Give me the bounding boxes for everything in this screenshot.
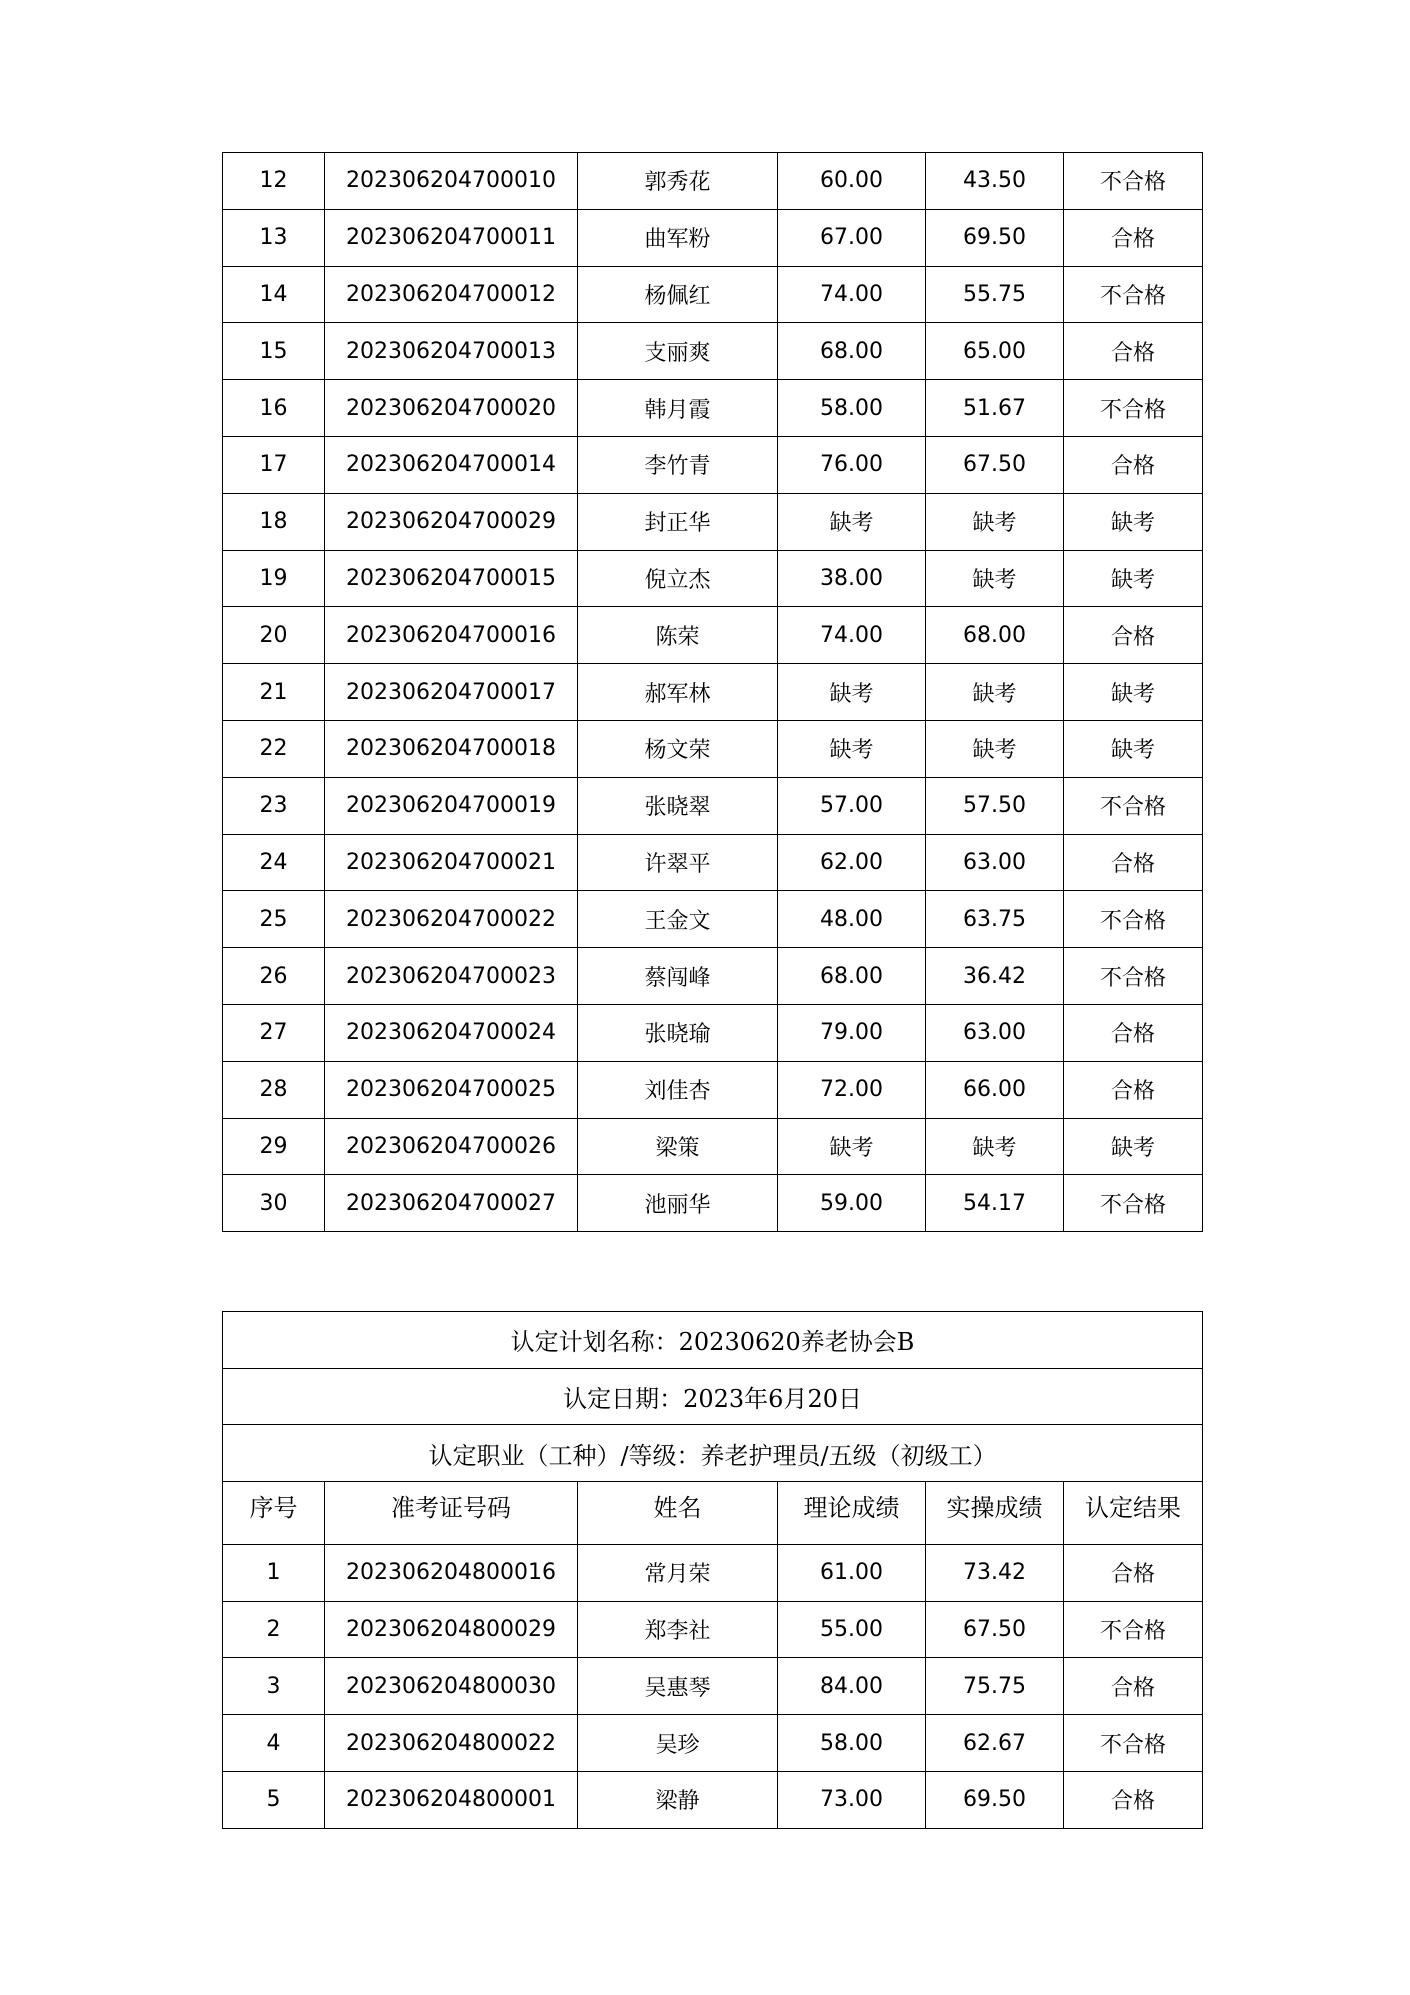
cell-name: 张晓翠 bbox=[578, 777, 778, 834]
table-row bbox=[223, 380, 1203, 437]
cell-index: 18 bbox=[223, 493, 325, 550]
table-row bbox=[223, 720, 1203, 777]
cell-ticket-number: 202306204700023 bbox=[325, 948, 578, 1005]
cell-name: 张晓瑜 bbox=[578, 1004, 778, 1061]
cell-ticket-number: 202306204800022 bbox=[325, 1715, 578, 1772]
cell-theory-score: 68.00 bbox=[778, 948, 926, 1005]
cell-name: 李竹青 bbox=[578, 436, 778, 493]
cell-index: 30 bbox=[223, 1175, 325, 1232]
plan-name-row bbox=[223, 1312, 1203, 1369]
cell-index: 21 bbox=[223, 664, 325, 721]
cell-practical-score: 缺考 bbox=[926, 720, 1064, 777]
date-row bbox=[223, 1368, 1203, 1425]
cell-result: 不合格 bbox=[1064, 891, 1203, 948]
table-row bbox=[223, 777, 1203, 834]
cell-index: 19 bbox=[223, 550, 325, 607]
cell-name: 杨佩红 bbox=[578, 266, 778, 323]
cell-name: 郝军林 bbox=[578, 664, 778, 721]
cell-theory-score: 57.00 bbox=[778, 777, 926, 834]
cell-name: 郭秀花 bbox=[578, 153, 778, 210]
cell-practical-score: 63.00 bbox=[926, 1004, 1064, 1061]
cell-theory-score: 68.00 bbox=[778, 323, 926, 380]
cell-index: 17 bbox=[223, 436, 325, 493]
cell-ticket-number: 202306204700022 bbox=[325, 891, 578, 948]
table-row bbox=[223, 153, 1203, 210]
cell-practical-score: 69.50 bbox=[926, 209, 1064, 266]
table-row bbox=[223, 1544, 1203, 1601]
cell-index: 16 bbox=[223, 380, 325, 437]
table-row bbox=[223, 493, 1203, 550]
cell-index: 27 bbox=[223, 1004, 325, 1061]
cell-practical-score: 63.75 bbox=[926, 891, 1064, 948]
cell-result: 合格 bbox=[1064, 323, 1203, 380]
table-row bbox=[223, 1601, 1203, 1658]
results-table-continued-body bbox=[223, 153, 1203, 1232]
cell-practical-score: 57.50 bbox=[926, 777, 1064, 834]
cell-name: 韩月霞 bbox=[578, 380, 778, 437]
table-row bbox=[223, 1658, 1203, 1715]
cell-theory-score: 73.00 bbox=[778, 1771, 926, 1828]
cell-practical-score: 73.42 bbox=[926, 1544, 1064, 1601]
cell-theory-score: 55.00 bbox=[778, 1601, 926, 1658]
cell-name: 吴惠琴 bbox=[578, 1658, 778, 1715]
cell-ticket-number: 202306204700029 bbox=[325, 493, 578, 550]
cell-theory-score: 72.00 bbox=[778, 1061, 926, 1118]
cell-ticket-number: 202306204700021 bbox=[325, 834, 578, 891]
cell-result: 缺考 bbox=[1064, 493, 1203, 550]
table-row bbox=[223, 1175, 1203, 1232]
cell-index: 13 bbox=[223, 209, 325, 266]
cell-index: 12 bbox=[223, 153, 325, 210]
table-row bbox=[223, 1061, 1203, 1118]
table-row bbox=[223, 266, 1203, 323]
cell-practical-score: 63.00 bbox=[926, 834, 1064, 891]
results-table-b bbox=[222, 1311, 1203, 1829]
cell-result: 不合格 bbox=[1064, 1715, 1203, 1772]
cell-index: 28 bbox=[223, 1061, 325, 1118]
cell-name: 杨文荣 bbox=[578, 720, 778, 777]
cell-result: 缺考 bbox=[1064, 1118, 1203, 1175]
cell-result: 合格 bbox=[1064, 1544, 1203, 1601]
cell-result: 合格 bbox=[1064, 1061, 1203, 1118]
cell-practical-score: 缺考 bbox=[926, 664, 1064, 721]
cell-practical-score: 66.00 bbox=[926, 1061, 1064, 1118]
cell-practical-score: 62.67 bbox=[926, 1715, 1064, 1772]
cell-practical-score: 67.50 bbox=[926, 1601, 1064, 1658]
cell-practical-score: 68.00 bbox=[926, 607, 1064, 664]
cell-name: 倪立杰 bbox=[578, 550, 778, 607]
cell-result: 不合格 bbox=[1064, 153, 1203, 210]
header-ticket-number: 准考证号码 bbox=[325, 1482, 578, 1545]
table-header-row bbox=[223, 1482, 1203, 1545]
cell-index: 29 bbox=[223, 1118, 325, 1175]
table-row bbox=[223, 436, 1203, 493]
header-result: 认定结果 bbox=[1064, 1482, 1203, 1545]
cell-index: 22 bbox=[223, 720, 325, 777]
cell-name: 蔡闯峰 bbox=[578, 948, 778, 1005]
table-row bbox=[223, 550, 1203, 607]
cell-ticket-number: 202306204700014 bbox=[325, 436, 578, 493]
occupation-level: 认定职业（工种）/等级：养老护理员/五级（初级工） bbox=[223, 1425, 1203, 1482]
cell-name: 许翠平 bbox=[578, 834, 778, 891]
cell-theory-score: 62.00 bbox=[778, 834, 926, 891]
table-row bbox=[223, 1004, 1203, 1061]
cell-ticket-number: 202306204800030 bbox=[325, 1658, 578, 1715]
cell-practical-score: 65.00 bbox=[926, 323, 1064, 380]
header-theory-score: 理论成绩 bbox=[778, 1482, 926, 1545]
cell-result: 不合格 bbox=[1064, 380, 1203, 437]
cell-index: 1 bbox=[223, 1544, 325, 1601]
cell-theory-score: 74.00 bbox=[778, 266, 926, 323]
cell-name: 支丽爽 bbox=[578, 323, 778, 380]
cell-practical-score: 55.75 bbox=[926, 266, 1064, 323]
cell-index: 14 bbox=[223, 266, 325, 323]
header-index: 序号 bbox=[223, 1482, 325, 1545]
cell-index: 26 bbox=[223, 948, 325, 1005]
cell-result: 合格 bbox=[1064, 209, 1203, 266]
cell-practical-score: 缺考 bbox=[926, 493, 1064, 550]
table-row bbox=[223, 209, 1203, 266]
cell-index: 5 bbox=[223, 1771, 325, 1828]
cell-ticket-number: 202306204700020 bbox=[325, 380, 578, 437]
cell-theory-score: 48.00 bbox=[778, 891, 926, 948]
cell-theory-score: 缺考 bbox=[778, 720, 926, 777]
cell-result: 不合格 bbox=[1064, 777, 1203, 834]
cell-ticket-number: 202306204700024 bbox=[325, 1004, 578, 1061]
cell-theory-score: 缺考 bbox=[778, 493, 926, 550]
cell-practical-score: 43.50 bbox=[926, 153, 1064, 210]
cell-practical-score: 54.17 bbox=[926, 1175, 1064, 1232]
cell-ticket-number: 202306204800001 bbox=[325, 1771, 578, 1828]
cell-theory-score: 67.00 bbox=[778, 209, 926, 266]
cell-practical-score: 36.42 bbox=[926, 948, 1064, 1005]
cell-theory-score: 38.00 bbox=[778, 550, 926, 607]
cell-name: 吴珍 bbox=[578, 1715, 778, 1772]
table-row bbox=[223, 891, 1203, 948]
cell-practical-score: 缺考 bbox=[926, 550, 1064, 607]
cell-ticket-number: 202306204700018 bbox=[325, 720, 578, 777]
cell-result: 缺考 bbox=[1064, 550, 1203, 607]
cell-name: 梁静 bbox=[578, 1771, 778, 1828]
cell-theory-score: 79.00 bbox=[778, 1004, 926, 1061]
cell-index: 24 bbox=[223, 834, 325, 891]
cell-name: 常月荣 bbox=[578, 1544, 778, 1601]
cell-theory-score: 缺考 bbox=[778, 1118, 926, 1175]
cell-result: 不合格 bbox=[1064, 266, 1203, 323]
cell-result: 缺考 bbox=[1064, 664, 1203, 721]
cell-result: 合格 bbox=[1064, 436, 1203, 493]
cell-result: 合格 bbox=[1064, 834, 1203, 891]
table-row bbox=[223, 323, 1203, 380]
cell-theory-score: 76.00 bbox=[778, 436, 926, 493]
cell-ticket-number: 202306204700027 bbox=[325, 1175, 578, 1232]
exam-date: 认定日期：2023年6月20日 bbox=[223, 1368, 1203, 1425]
cell-name: 封正华 bbox=[578, 493, 778, 550]
cell-index: 4 bbox=[223, 1715, 325, 1772]
cell-name: 郑李社 bbox=[578, 1601, 778, 1658]
cell-theory-score: 60.00 bbox=[778, 153, 926, 210]
cell-ticket-number: 202306204800029 bbox=[325, 1601, 578, 1658]
cell-result: 缺考 bbox=[1064, 720, 1203, 777]
results-table-b-body bbox=[223, 1544, 1203, 1828]
table-row bbox=[223, 664, 1203, 721]
table-row bbox=[223, 607, 1203, 664]
cell-ticket-number: 202306204700019 bbox=[325, 777, 578, 834]
table-row bbox=[223, 1715, 1203, 1772]
cell-ticket-number: 202306204700013 bbox=[325, 323, 578, 380]
cell-index: 3 bbox=[223, 1658, 325, 1715]
cell-result: 合格 bbox=[1064, 607, 1203, 664]
cell-ticket-number: 202306204800016 bbox=[325, 1544, 578, 1601]
cell-index: 20 bbox=[223, 607, 325, 664]
cell-ticket-number: 202306204700025 bbox=[325, 1061, 578, 1118]
cell-name: 刘佳杏 bbox=[578, 1061, 778, 1118]
cell-index: 15 bbox=[223, 323, 325, 380]
cell-theory-score: 缺考 bbox=[778, 664, 926, 721]
results-table-continued bbox=[222, 152, 1203, 1232]
cell-result: 不合格 bbox=[1064, 1175, 1203, 1232]
header-practical-score: 实操成绩 bbox=[926, 1482, 1064, 1545]
cell-theory-score: 59.00 bbox=[778, 1175, 926, 1232]
cell-ticket-number: 202306204700015 bbox=[325, 550, 578, 607]
cell-practical-score: 缺考 bbox=[926, 1118, 1064, 1175]
cell-result: 合格 bbox=[1064, 1658, 1203, 1715]
cell-theory-score: 58.00 bbox=[778, 1715, 926, 1772]
cell-practical-score: 69.50 bbox=[926, 1771, 1064, 1828]
table-row bbox=[223, 1771, 1203, 1828]
cell-practical-score: 75.75 bbox=[926, 1658, 1064, 1715]
cell-ticket-number: 202306204700017 bbox=[325, 664, 578, 721]
cell-practical-score: 67.50 bbox=[926, 436, 1064, 493]
cell-theory-score: 74.00 bbox=[778, 607, 926, 664]
cell-theory-score: 61.00 bbox=[778, 1544, 926, 1601]
cell-theory-score: 58.00 bbox=[778, 380, 926, 437]
occupation-row bbox=[223, 1425, 1203, 1482]
cell-result: 合格 bbox=[1064, 1771, 1203, 1828]
cell-name: 池丽华 bbox=[578, 1175, 778, 1232]
cell-name: 曲军粉 bbox=[578, 209, 778, 266]
cell-index: 25 bbox=[223, 891, 325, 948]
table-row bbox=[223, 1118, 1203, 1175]
cell-result: 不合格 bbox=[1064, 948, 1203, 1005]
cell-index: 23 bbox=[223, 777, 325, 834]
cell-theory-score: 84.00 bbox=[778, 1658, 926, 1715]
table-row bbox=[223, 948, 1203, 1005]
table-row bbox=[223, 834, 1203, 891]
cell-result: 不合格 bbox=[1064, 1601, 1203, 1658]
cell-ticket-number: 202306204700011 bbox=[325, 209, 578, 266]
cell-name: 陈荣 bbox=[578, 607, 778, 664]
plan-name: 认定计划名称：20230620养老协会B bbox=[223, 1312, 1203, 1369]
cell-index: 2 bbox=[223, 1601, 325, 1658]
cell-result: 合格 bbox=[1064, 1004, 1203, 1061]
cell-name: 王金文 bbox=[578, 891, 778, 948]
cell-practical-score: 51.67 bbox=[926, 380, 1064, 437]
cell-name: 梁策 bbox=[578, 1118, 778, 1175]
cell-ticket-number: 202306204700016 bbox=[325, 607, 578, 664]
cell-ticket-number: 202306204700012 bbox=[325, 266, 578, 323]
cell-ticket-number: 202306204700026 bbox=[325, 1118, 578, 1175]
cell-ticket-number: 202306204700010 bbox=[325, 153, 578, 210]
header-name: 姓名 bbox=[578, 1482, 778, 1545]
